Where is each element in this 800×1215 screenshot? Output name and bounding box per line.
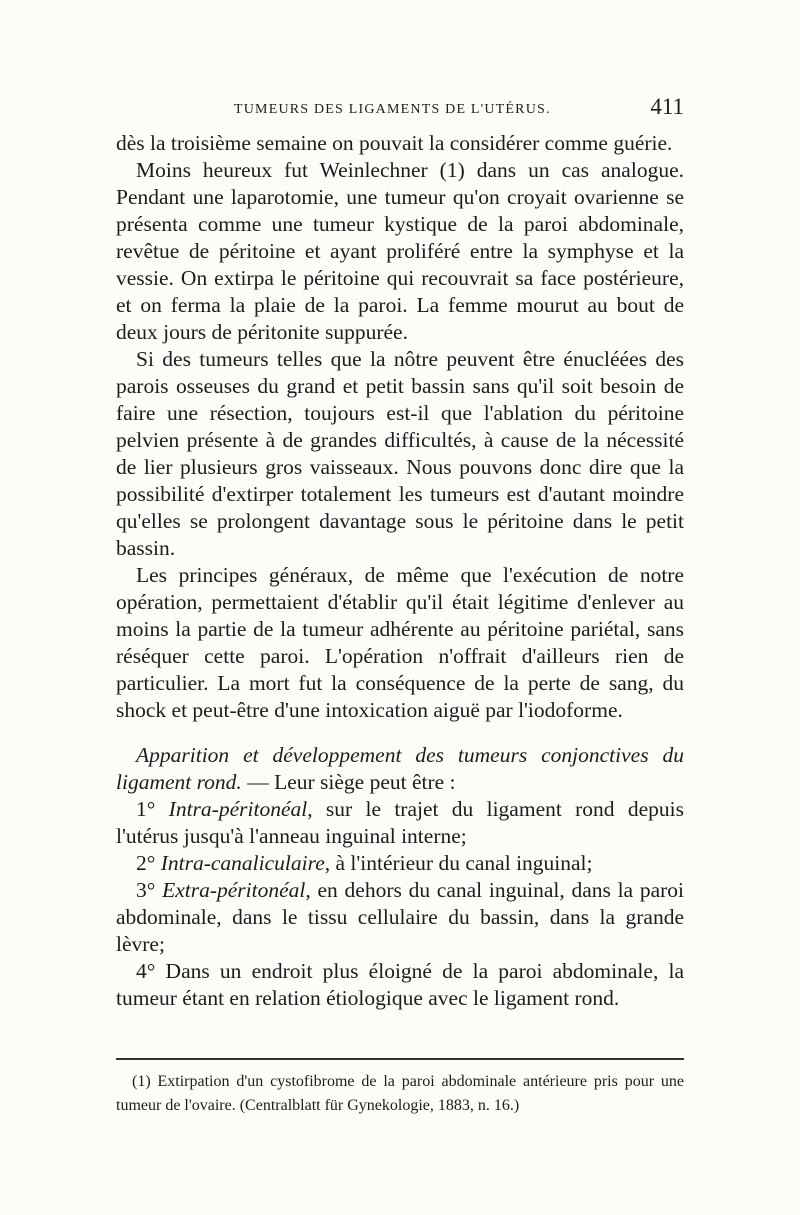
list-item-text: , sur le trajet du ligament rond depuis l'utérus jusqu'à l'anneau inguinal interne; xyxy=(116,797,684,848)
list-item xyxy=(116,958,684,1012)
list-item-text: , à l'intérieur du canal inguinal; xyxy=(324,851,593,875)
paragraph: Moins heureux fut Weinlechner (1) dans un cas analogue. Pendant une laparotomie, une tumeur qu'on croyait ovarienne se présenta comme une tumeur kystique de la paroi abdominale, revêtue de péritoine et ayant proliféré entre la symphyse et la vessie. On extirpa le péritoine qui recouvrait sa face postérieure, et on ferma la plaie de la paroi. La femme mourut au bout de deux jours de péritonite suppurée. xyxy=(116,158,684,344)
list-item-number: 4° xyxy=(136,959,156,983)
section-heading: Apparition et développement des tumeurs conjonctives du ligament rond. xyxy=(116,743,684,794)
list-item-number: 2° xyxy=(136,851,156,875)
list-item-term: Intra-canaliculaire xyxy=(160,851,325,875)
paragraph: Si des tumeurs telles que la nôtre peuvent être énucléées des parois osseuses du grand et petit bassin sans qu'il soit besoin de faire une résection, toujours est-il que l'ablation du péritoine pelvien présente à de grandes difficultés, à cause de la nécessité de lier plusieurs gros vaisseaux. Nous pouvons donc dire que la possibilité d'extirper totalement les tumeurs est d'autant moindre qu'elles se prolongent davantage sous le péritoine dans le petit bassin. xyxy=(116,347,684,560)
list-item-text: Dans un endroit plus éloigné de la paroi abdominale, la tumeur étant en relation étiologique avec le ligament rond. xyxy=(116,959,685,1010)
page-body xyxy=(116,130,684,1012)
list-item-number: 3° xyxy=(136,878,156,902)
footnote xyxy=(116,1070,684,1118)
list-item-number: 1° xyxy=(136,797,156,821)
paragraph-continued: dès la troisième semaine on pouvait la considérer comme guérie. xyxy=(116,131,673,155)
page-number: 411 xyxy=(650,94,684,119)
footnote-rule xyxy=(116,1058,684,1060)
list-item xyxy=(116,850,684,877)
section-intro: — Leur siège peut être : xyxy=(241,770,456,794)
footnote-text: (1) Extirpation d'un cystofibrome de la paroi abdominale antérieure pris pour une tumeur de l'ovaire. (Centralblatt für Gynekologie, 1883, n. 16.) xyxy=(116,1073,684,1114)
list-item-term: Extra-péritonéal xyxy=(162,878,306,902)
paragraph: Les principes généraux, de même que l'exécution de notre opération, permettaient d'établir qu'il était légitime d'enlever au moins la partie de la tumeur adhérente au péritoine pariétal, sans réséquer cette paroi. L'opération n'offrait d'ailleurs rien de particulier. La mort fut la conséquence de la perte de sang, du shock et peut-être d'une intoxication aiguë par l'iodoforme. xyxy=(116,563,684,722)
section-paragraph xyxy=(116,742,684,796)
list-item-term: Intra-péritonéal xyxy=(168,797,308,821)
running-title: TUMEURS DES LIGAMENTS DE L'UTÉRUS. xyxy=(234,102,551,117)
page-header xyxy=(116,94,684,124)
list-item xyxy=(116,877,684,958)
list-item xyxy=(116,796,684,850)
list-item-text: , en dehors du canal inguinal, dans la paroi abdominale, dans le tissu cellulaire du bassin, dans la grande lèvre; xyxy=(116,878,685,956)
